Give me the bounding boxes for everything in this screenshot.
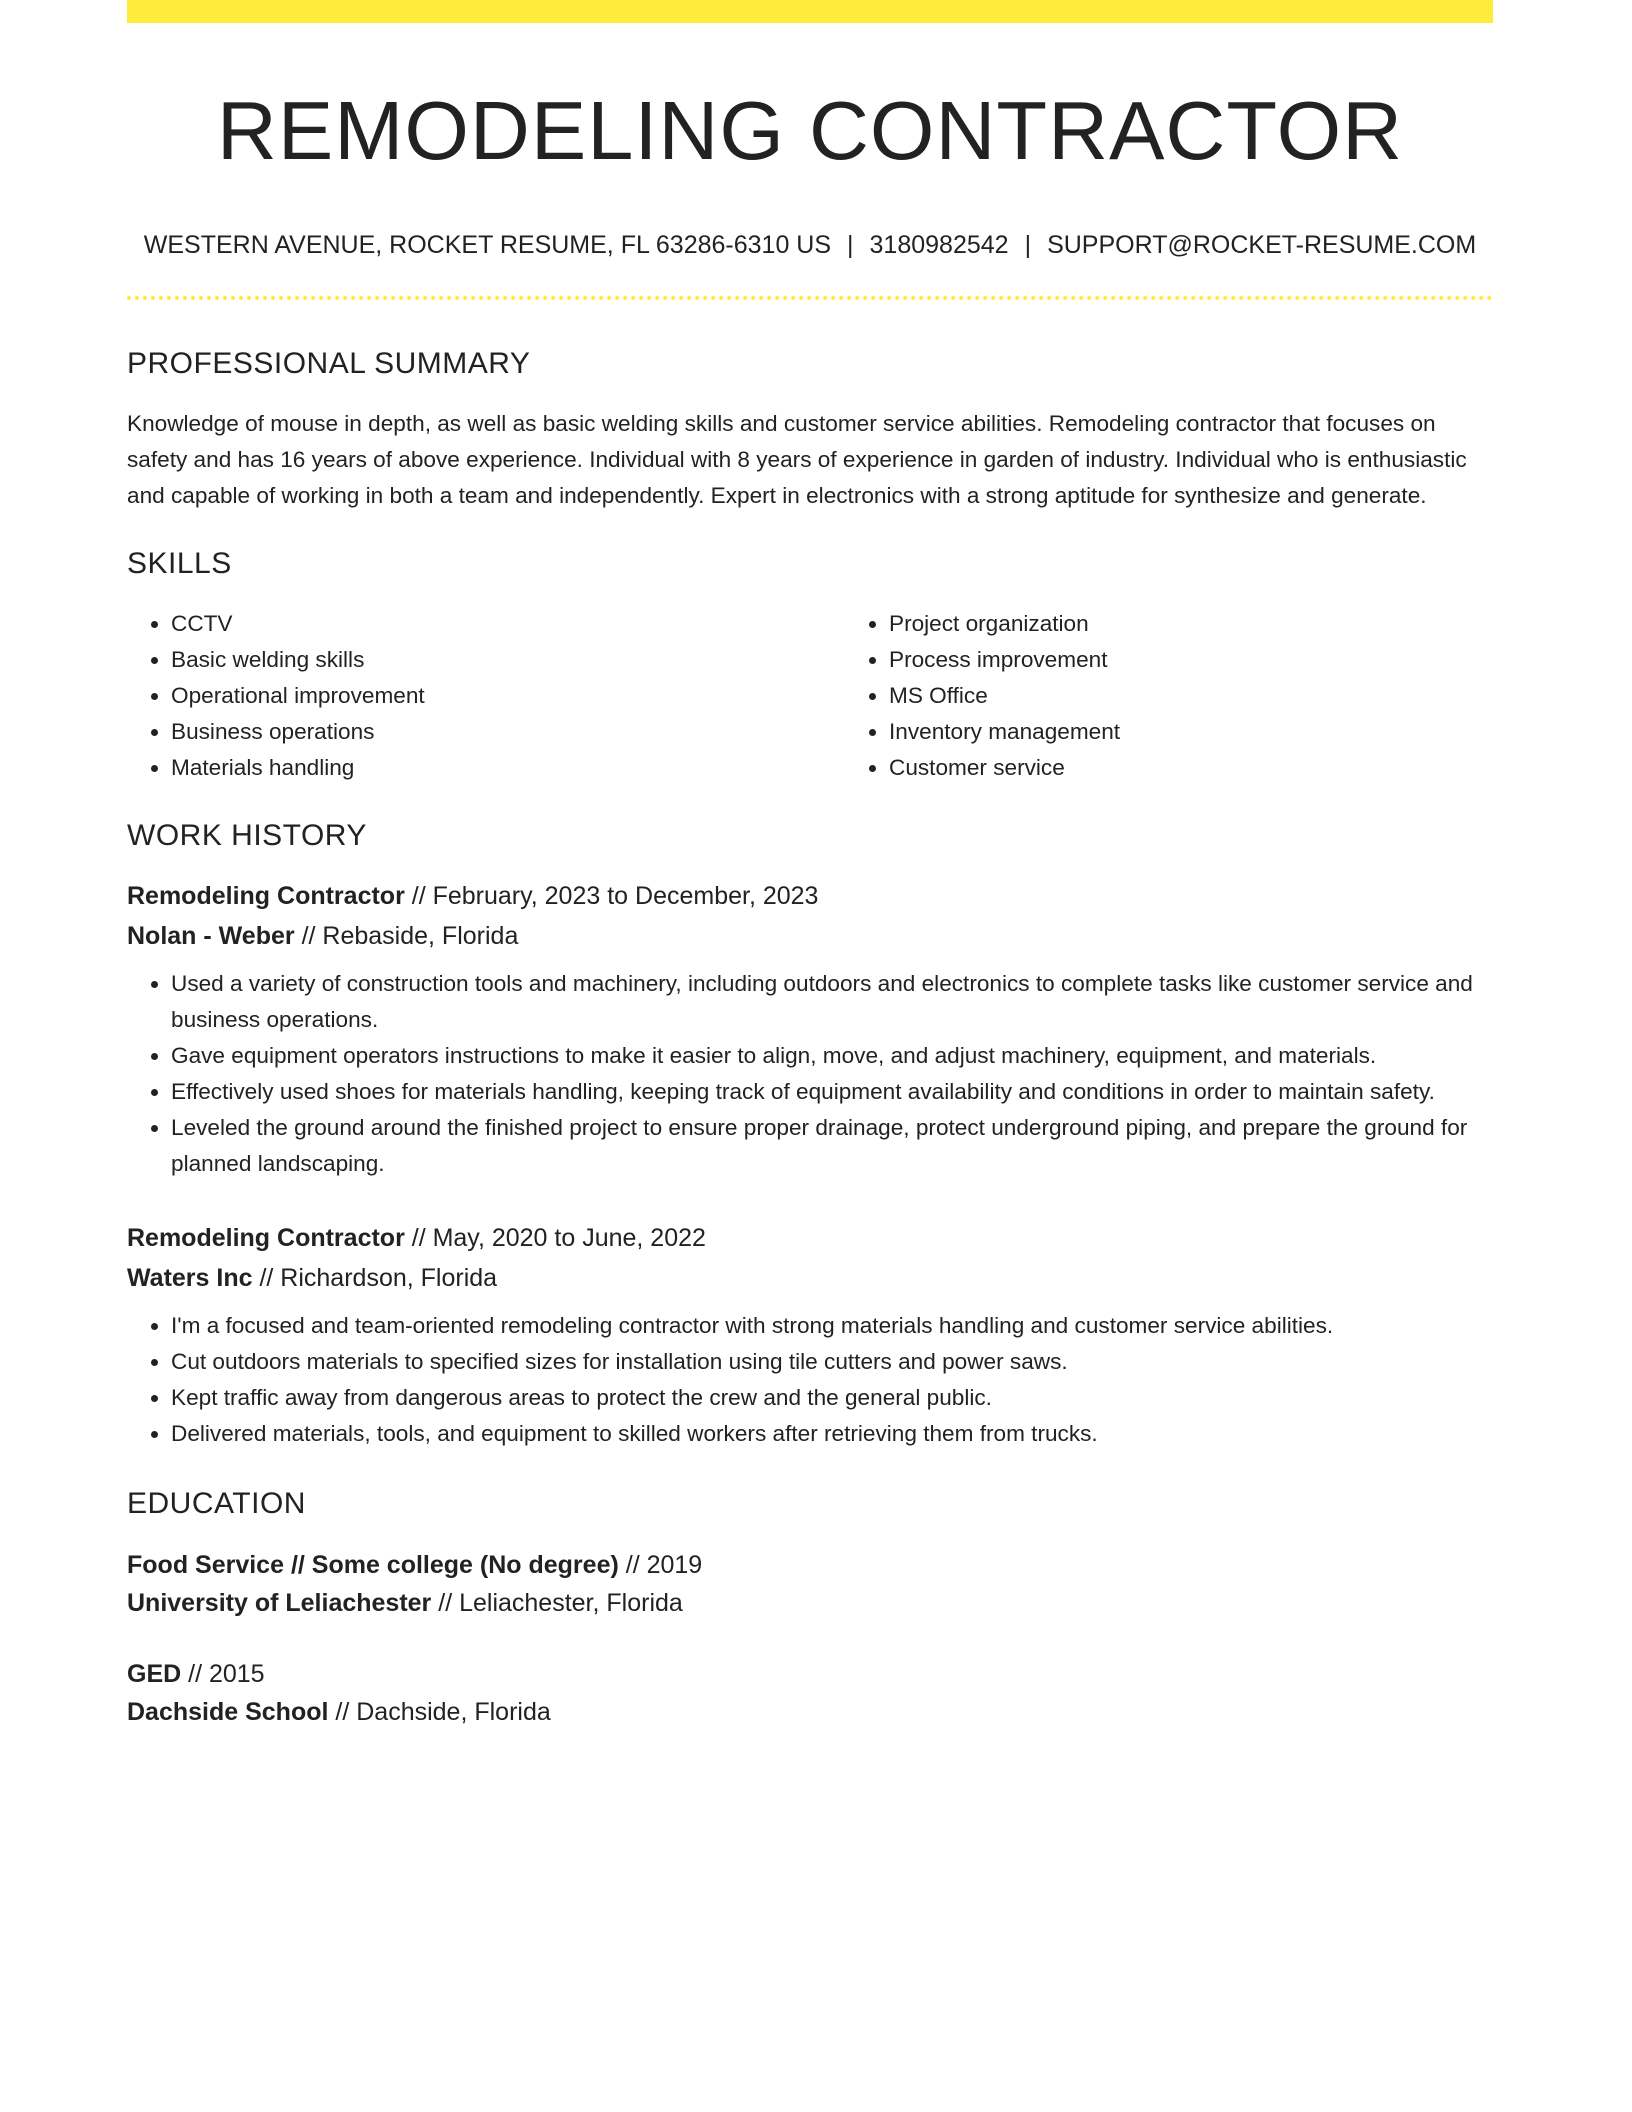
skills-list — [127, 606, 1493, 786]
education-location: // Leliachester, Florida — [431, 1589, 683, 1618]
education-degree: GED — [127, 1660, 182, 1689]
job-bullet: • I'm a focused and team-oriented remodeling contractor with strong materials handling and customer service abilities. — [171, 1308, 1493, 1344]
header-divider — [127, 296, 1493, 300]
job-bullet: • Effectively used shoes for materials handling, keeping track of equipment availability and conditions in order to maintain safety. — [171, 1074, 1493, 1110]
skills-column-right — [845, 606, 1572, 786]
job-title-line — [127, 876, 1493, 916]
contact-separator: | — [847, 231, 854, 260]
skill-item: • Project organization — [889, 606, 1572, 642]
education-degree-line — [127, 1546, 1493, 1584]
job-title-line — [127, 1218, 1493, 1258]
job-bullet: • Delivered materials, tools, and equipment to skilled workers after retrieving them from trucks. — [171, 1416, 1493, 1452]
education-school: Dachside School — [127, 1698, 329, 1727]
education-entry — [127, 1546, 1493, 1622]
education-entry — [127, 1655, 1493, 1731]
job-dates: // May, 2020 to June, 2022 — [404, 1224, 706, 1253]
job-company-line — [127, 1258, 1493, 1298]
skill-item: • Customer service — [889, 750, 1572, 786]
resume-page — [127, 0, 1493, 1731]
skills-heading: SKILLS — [127, 547, 232, 581]
education-heading: EDUCATION — [127, 1487, 306, 1521]
skill-item: • Inventory management — [889, 714, 1572, 750]
education-location: // Dachside, Florida — [328, 1698, 551, 1727]
skill-item: • CCTV — [171, 606, 845, 642]
job-bullet: • Cut outdoors materials to specified sizes for installation using tile cutters and power saws. — [171, 1344, 1493, 1380]
skill-item: • Basic welding skills — [171, 642, 845, 678]
skill-item: • Process improvement — [889, 642, 1572, 678]
job-bullet: • Leveled the ground around the finished project to ensure proper drainage, protect underground piping, and prepare the ground for planned landscaping. — [171, 1110, 1493, 1182]
resume-name: REMODELING CONTRACTOR — [216, 84, 1404, 177]
job-dates: // February, 2023 to December, 2023 — [404, 882, 819, 911]
job-position: Remodeling Contractor — [127, 1224, 405, 1253]
education-year: // 2015 — [181, 1660, 265, 1689]
top-accent-bar — [127, 0, 1493, 23]
job-bullets — [127, 966, 1493, 1182]
education-school-line — [127, 1693, 1493, 1731]
contact-address: WESTERN AVENUE, ROCKET RESUME, FL 63286-6310 US — [143, 231, 832, 260]
contact-phone: 3180982542 — [869, 231, 1009, 260]
job-bullet: • Used a variety of construction tools and machinery, including outdoors and electronics to complete tasks like customer service and business operations. — [171, 966, 1493, 1038]
summary-heading: PROFESSIONAL SUMMARY — [127, 347, 531, 381]
job-company-line — [127, 916, 1493, 956]
skill-item: • Business operations — [171, 714, 845, 750]
contact-line — [127, 230, 1493, 260]
summary-text: Knowledge of mouse in depth, as well as basic welding skills and customer service abilities. Remodeling contractor that focuses on safety and has 16 years of above experience. Individual with 8 years of experience in garden of industry. Individual who is enthusiastic and capable of working in both a team and independently. Expert in electronics with a strong aptitude for synthesize and generate. — [127, 411, 1467, 509]
job-bullets — [127, 1308, 1493, 1452]
skill-item: • MS Office — [889, 678, 1572, 714]
skill-item: • Operational improvement — [171, 678, 845, 714]
job-entry — [127, 876, 1493, 1182]
job-location: // Rebaside, Florida — [294, 922, 519, 951]
contact-separator: | — [1024, 231, 1032, 260]
education-school: University of Leliachester — [127, 1589, 432, 1618]
education-degree: Food Service // Some college (No degree) — [127, 1551, 619, 1580]
job-entry — [127, 1218, 1493, 1452]
work-history-heading: WORK HISTORY — [127, 819, 367, 853]
job-location: // Richardson, Florida — [252, 1264, 498, 1293]
job-bullet: • Kept traffic away from dangerous areas to protect the crew and the general public. — [171, 1380, 1493, 1416]
contact-email: SUPPORT@ROCKET-RESUME.COM — [1047, 231, 1477, 260]
job-bullet: • Gave equipment operators instructions to make it easier to align, move, and adjust machinery, equipment, and materials. — [171, 1038, 1493, 1074]
skill-item: • Materials handling — [171, 750, 845, 786]
education-school-line — [127, 1584, 1493, 1622]
education-year: // 2019 — [618, 1551, 703, 1580]
job-company: Nolan - Weber — [127, 922, 295, 951]
skills-column-left — [127, 606, 845, 786]
job-position: Remodeling Contractor — [127, 882, 405, 911]
education-degree-line — [127, 1655, 1493, 1693]
job-company: Waters Inc — [127, 1264, 253, 1293]
